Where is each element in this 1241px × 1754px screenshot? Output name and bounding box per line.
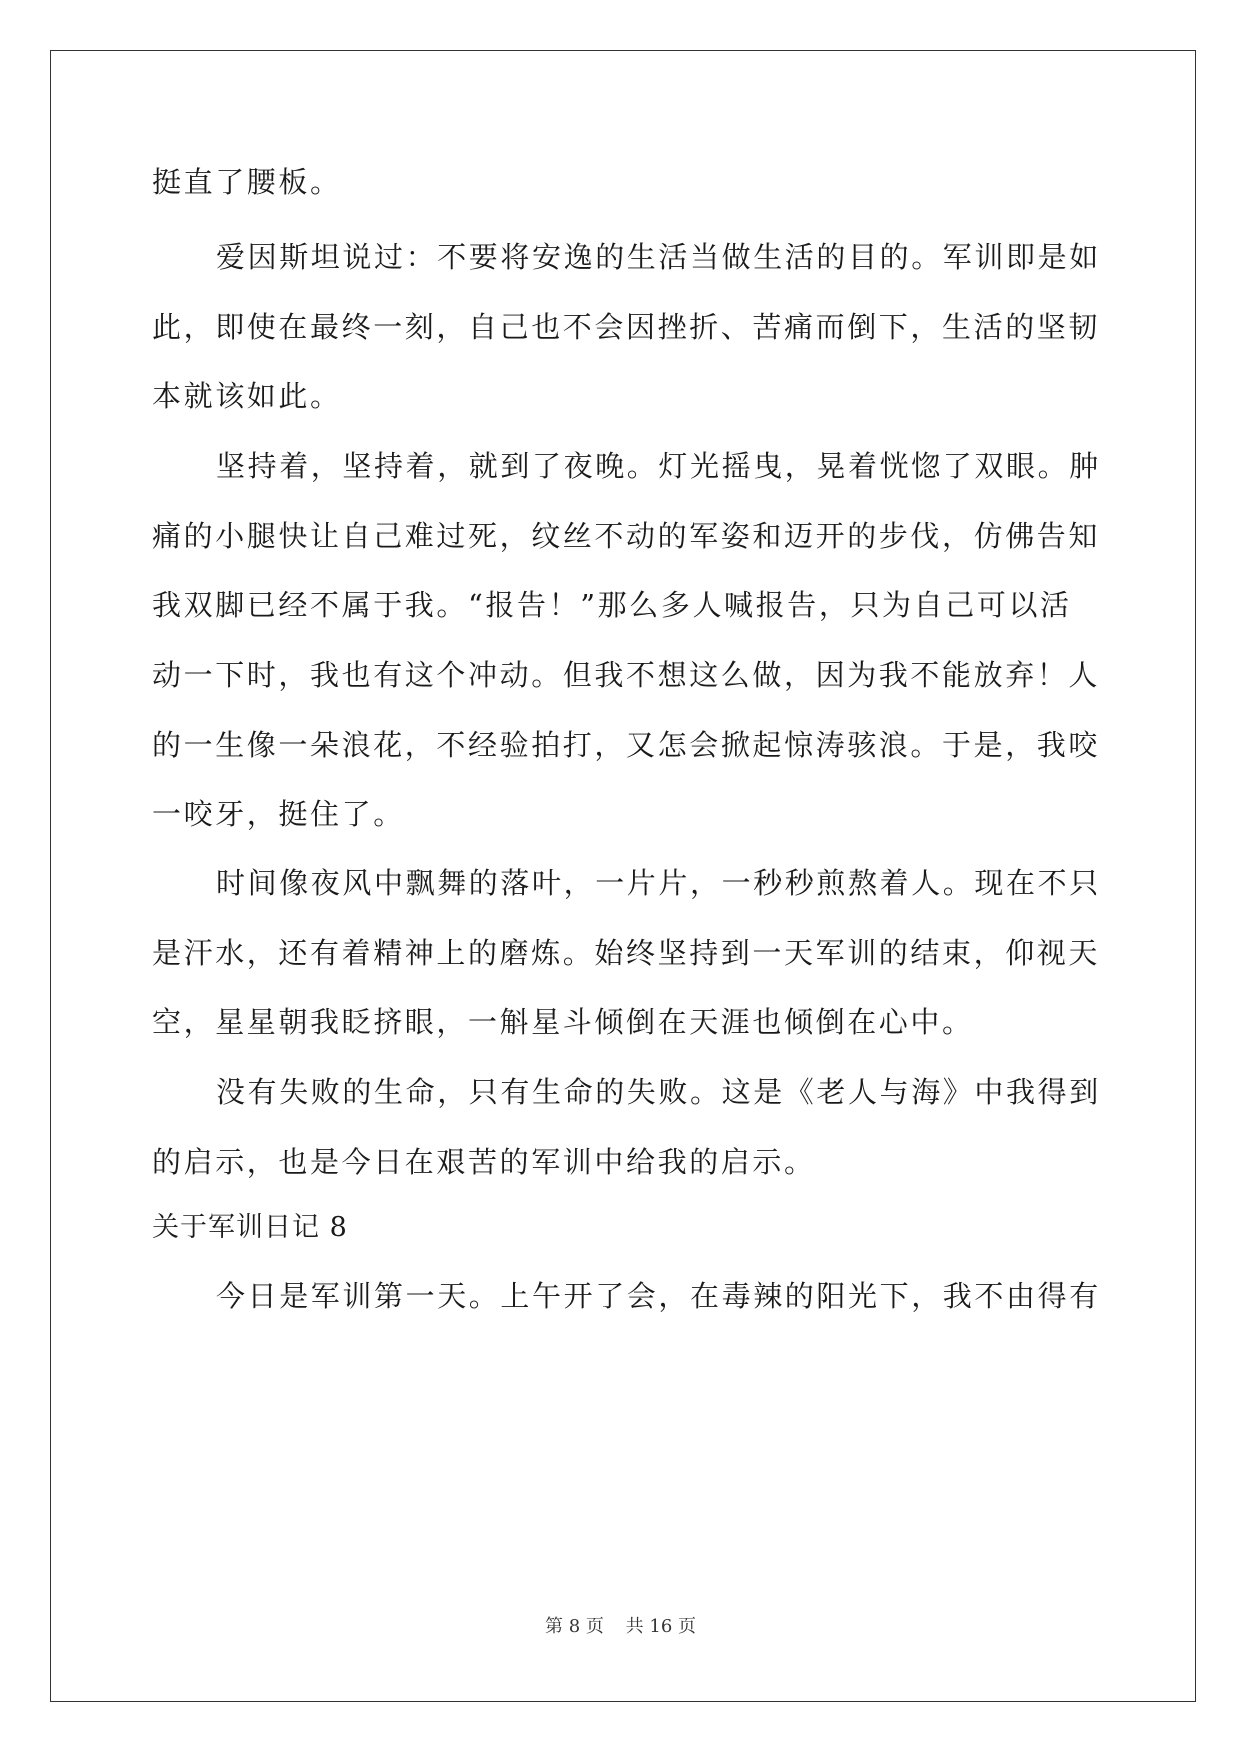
page-number: 第 8 页 bbox=[545, 1616, 604, 1637]
text-line: 时间像夜风中飘舞的落叶，一片片，一秒秒煎熬着人。现在不只 bbox=[216, 866, 1101, 900]
text-line: 痛的小腿快让自己难过死，纹丝不动的军姿和迈开的步伐，仿佛告知 bbox=[152, 519, 1101, 553]
text-line: 是汗水，还有着精神上的磨炼。始终坚持到一天军训的结束，仰视天 bbox=[152, 936, 1101, 970]
text-line: 一咬牙，挺住了。 bbox=[152, 797, 405, 831]
section-heading: 关于军训日记 8 bbox=[152, 1212, 348, 1243]
page-footer bbox=[0, 1612, 1241, 1638]
text-line: 没有失败的生命，只有生命的失败。这是《老人与海》中我得到 bbox=[216, 1075, 1101, 1109]
text-line: 本就该如此。 bbox=[152, 379, 342, 413]
text-line: 我双脚已经不属于我。“报告！”那么多人喊报告，只为自己可以活 bbox=[152, 588, 1072, 622]
text-line: 的一生像一朵浪花，不经验拍打，又怎会掀起惊涛骇浪。于是，我咬 bbox=[152, 728, 1101, 762]
text-line: 动一下时，我也有这个冲动。但我不想这么做，因为我不能放弃！人 bbox=[152, 658, 1101, 692]
text-line: 坚持着，坚持着，就到了夜晚。灯光摇曳，晃着恍惚了双眼。肿 bbox=[216, 449, 1101, 483]
page-total: 共 16 页 bbox=[625, 1616, 696, 1637]
text-line: 今日是军训第一天。上午开了会，在毒辣的阳光下，我不由得有 bbox=[216, 1279, 1101, 1313]
text-line: 爱因斯坦说过：不要将安逸的生活当做生活的目的。军训即是如 bbox=[216, 240, 1101, 274]
text-line: 此，即使在最终一刻，自己也不会因挫折、苦痛而倒下，生活的坚韧 bbox=[152, 310, 1101, 344]
text-line: 的启示，也是今日在艰苦的军训中给我的启示。 bbox=[152, 1145, 816, 1179]
text-line: 挺直了腰板。 bbox=[152, 165, 342, 199]
text-line: 空，星星朝我眨挤眼，一斛星斗倾倒在天涯也倾倒在心中。 bbox=[152, 1005, 974, 1039]
